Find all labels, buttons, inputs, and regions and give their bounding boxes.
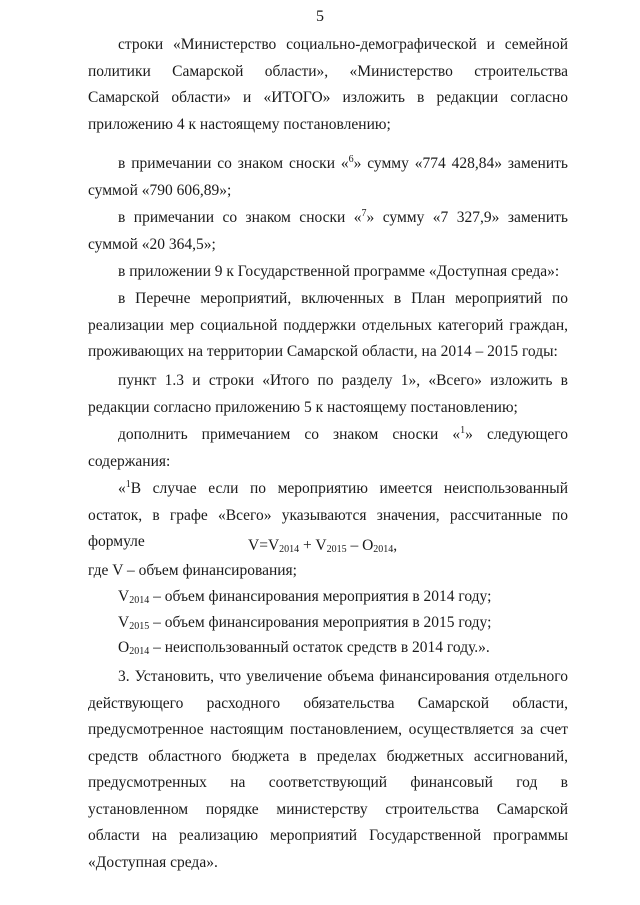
definition-text: – неиспользованный остаток средств в 2014 году.». — [149, 639, 490, 656]
footnote-mark: 7 — [361, 208, 367, 219]
paragraph-rows-amendment — [88, 32, 568, 138]
formula — [248, 535, 397, 561]
paragraph-text: В случае если по мероприятию имеется неиспользованный остаток, в графе «Всего» указываются значения, рассчитанные по формуле — [88, 480, 568, 550]
paragraph-text: » сумму «7 327,9» заменить суммой «20 364,5»; — [88, 209, 568, 253]
footnote-mark: 1 — [125, 479, 131, 490]
definition-subscript: 2014 — [129, 646, 150, 657]
paragraph-text: в примечании со знаком сноски « — [118, 209, 362, 226]
paragraph-text: в примечании со знаком сноски « — [118, 155, 349, 172]
formula-operator: + — [299, 537, 316, 554]
paragraph-text: строки «Министерство социально-демографической и семейной политики Самарской области», «Министерство строительства Самарской области» и «ИТОГО» изложить в редакции согласно приложению 4 к настоящему постановлению; — [88, 36, 568, 133]
definition-text: – объем финансирования мероприятия в 2015 году; — [149, 614, 492, 631]
page-number: 5 — [316, 8, 324, 25]
definition-v — [88, 560, 297, 582]
paragraph-add-note — [88, 422, 568, 475]
definition-text: где V – объем финансирования; — [88, 562, 297, 579]
paragraph-footnote-7 — [88, 205, 568, 258]
formula-symbol: O — [362, 537, 374, 554]
paragraph-text: « — [118, 480, 126, 497]
paragraph-section-3 — [88, 664, 568, 876]
paragraph-footnote-6 — [88, 151, 568, 204]
footnote-mark: 6 — [348, 154, 354, 165]
definition-subscript: 2014 — [129, 595, 150, 606]
paragraph-text: в приложении 9 к Государственной программе «Доступная среда»: — [118, 263, 560, 280]
footnote-mark: 1 — [460, 425, 466, 436]
formula-symbol: V — [248, 537, 260, 554]
formula-subscript: 2014 — [373, 544, 394, 555]
formula-operator: – — [346, 537, 363, 554]
definition-text: – объем финансирования мероприятия в 2014 году; — [149, 588, 492, 605]
paragraph-appendix-9 — [88, 259, 568, 286]
formula-symbol: V — [267, 537, 280, 554]
formula-subscript: 2015 — [326, 544, 347, 555]
paragraph-item-1-3 — [88, 368, 568, 421]
definition-o2014 — [118, 637, 490, 663]
definition-symbol: O — [118, 639, 130, 656]
paragraph-text: » сумму «774 428,84» заменить суммой «790 606,89»; — [88, 155, 568, 199]
definition-v2014 — [118, 586, 491, 612]
formula-operator: = — [259, 537, 268, 554]
definition-symbol: V — [118, 614, 130, 631]
definition-v2015 — [118, 612, 491, 638]
definition-symbol: V — [118, 588, 130, 605]
formula-subscript: 2014 — [279, 544, 300, 555]
paragraph-text: пункт 1.3 и строки «Итого по разделу 1», «Всего» изложить в редакции согласно приложению 5 к настоящему постановлению; — [88, 372, 568, 416]
paragraph-measures-list — [88, 286, 568, 366]
definition-subscript: 2015 — [129, 621, 150, 632]
formula-symbol: V — [315, 537, 327, 554]
paragraph-text: » следующего содержания: — [88, 426, 568, 470]
formula-punctuation: , — [393, 537, 398, 554]
paragraph-text: 3. Установить, что увеличение объема финансирования отдельного действующего расходного обязательства Самарской области, предусмотренное настоящим постановлением, осуществляется за счет средств областного бюджета в пределах бюджетных ассигнований, предусмотренных на соответствующий финансовый год в установленном порядке министерству строительства Самарской области на реализацию мероприятий Государственной программы «Доступная среда». — [88, 668, 568, 871]
paragraph-text: в Перечне мероприятий, включенных в План мероприятий по реализации мер социальной поддержки отдельных категорий граждан, проживающих на территории Самарской области, на 2014 – 2015 годы: — [88, 290, 568, 360]
paragraph-text: дополнить примечанием со знаком сноски « — [118, 426, 461, 443]
